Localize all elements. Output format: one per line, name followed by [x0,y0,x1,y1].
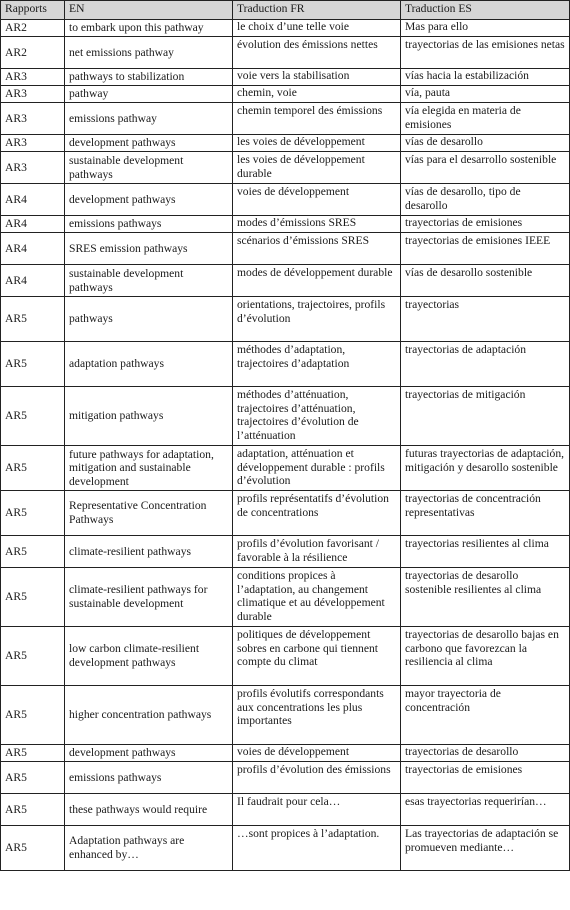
es-cell: vías para el desarrollo sostenible [401,152,570,184]
fr-cell: le choix d’une telle voie [233,20,401,37]
table-row [1,826,570,871]
fr-cell: modes de développement durable [233,265,401,297]
table-row [1,762,570,794]
header-row [1,1,570,20]
report-cell: AR3 [1,86,65,103]
es-cell: esas trayectorias requerirían… [401,794,570,826]
en-cell: low carbon climate-resilient development pathways [65,627,233,686]
report-cell: AR2 [1,20,65,37]
report-cell: AR4 [1,265,65,297]
report-cell: AR4 [1,184,65,216]
report-cell: AR2 [1,37,65,69]
table-row [1,233,570,265]
en-cell: adaptation pathways [65,342,233,387]
report-cell: AR3 [1,152,65,184]
en-cell: mitigation pathways [65,387,233,446]
table-row [1,20,570,37]
report-cell: AR5 [1,826,65,871]
header-reports: Rapports [1,1,65,20]
table-row [1,86,570,103]
en-cell: emissions pathways [65,216,233,233]
es-cell: trayectorias de desarollo sostenible resilientes al clima [401,568,570,627]
table-row [1,342,570,387]
en-cell: development pathways [65,184,233,216]
fr-cell: méthodes d’adaptation, trajectoires d’adaptation [233,342,401,387]
report-cell: AR4 [1,216,65,233]
table-row [1,568,570,627]
en-cell: emissions pathway [65,103,233,135]
table-row [1,387,570,446]
report-cell: AR3 [1,69,65,86]
table-row [1,135,570,152]
table-row [1,184,570,216]
report-cell: AR3 [1,103,65,135]
fr-cell: …sont propices à l’adaptation. [233,826,401,871]
en-cell: development pathways [65,745,233,762]
report-cell: AR5 [1,627,65,686]
es-cell: mayor trayectoria de concentración [401,686,570,745]
es-cell: Las trayectorias de adaptación se promueven mediante… [401,826,570,871]
table-row [1,297,570,342]
fr-cell: voies de développement [233,745,401,762]
table-row [1,265,570,297]
es-cell: trayectorias [401,297,570,342]
report-cell: AR5 [1,342,65,387]
es-cell: trayectorias de adaptación [401,342,570,387]
es-cell: vías de desarollo, tipo de desarollo [401,184,570,216]
fr-cell: profils d’évolution des émissions [233,762,401,794]
en-cell: development pathways [65,135,233,152]
report-cell: AR5 [1,686,65,745]
fr-cell: profils évolutifs correspondants aux concentrations les plus importantes [233,686,401,745]
fr-cell: adaptation, atténuation et développement durable : profils d’évolution [233,446,401,491]
fr-cell: chemin temporel des émissions [233,103,401,135]
header-fr: Traduction FR [233,1,401,20]
report-cell: AR5 [1,297,65,342]
report-cell: AR5 [1,745,65,762]
header-es: Traduction ES [401,1,570,20]
es-cell: trayectorias de emisiones IEEE [401,233,570,265]
report-cell: AR4 [1,233,65,265]
table-row [1,37,570,69]
report-cell: AR5 [1,446,65,491]
es-cell: futuras trayectorias de adaptación, mitigación y desarollo sostenible [401,446,570,491]
table-row [1,216,570,233]
report-cell: AR5 [1,568,65,627]
en-cell: Representative Concentration Pathways [65,491,233,536]
en-cell: climate-resilient pathways for sustainable development [65,568,233,627]
fr-cell: scénarios d’émissions SRES [233,233,401,265]
table-row [1,69,570,86]
en-cell: pathways to stabilization [65,69,233,86]
fr-cell: modes d’émissions SRES [233,216,401,233]
header-en: EN [65,1,233,20]
en-cell: SRES emission pathways [65,233,233,265]
en-cell: future pathways for adaptation, mitigation and sustainable development [65,446,233,491]
fr-cell: politiques de développement sobres en carbone qui tiennent compte du climat [233,627,401,686]
es-cell: trayectorias de emisiones [401,216,570,233]
es-cell: trayectorias de mitigación [401,387,570,446]
es-cell: trayectorias de concentración representativas [401,491,570,536]
en-cell: sustainable development pathways [65,152,233,184]
report-cell: AR5 [1,762,65,794]
es-cell: trayectorias de desarollo bajas en carbono que favorezcan la resiliencia al clima [401,627,570,686]
fr-cell: chemin, voie [233,86,401,103]
en-cell: to embark upon this pathway [65,20,233,37]
fr-cell: profils représentatifs d’évolution de concentrations [233,491,401,536]
es-cell: vías hacia la estabilización [401,69,570,86]
es-cell: trayectorias de desarollo [401,745,570,762]
en-cell: net emissions pathway [65,37,233,69]
report-cell: AR5 [1,387,65,446]
fr-cell: les voies de développement durable [233,152,401,184]
es-cell: vía, pauta [401,86,570,103]
fr-cell: méthodes d’atténuation, trajectoires d’atténuation, trajectoires d’évolution de l’atténuation [233,387,401,446]
fr-cell: voies de développement [233,184,401,216]
table-row [1,686,570,745]
en-cell: these pathways would require [65,794,233,826]
table-row [1,794,570,826]
es-cell: trayectorias resilientes al clima [401,536,570,568]
en-cell: higher concentration pathways [65,686,233,745]
report-cell: AR5 [1,536,65,568]
report-cell: AR5 [1,794,65,826]
report-cell: AR3 [1,135,65,152]
en-cell: pathways [65,297,233,342]
en-cell: climate-resilient pathways [65,536,233,568]
table-row [1,745,570,762]
fr-cell: profils d’évolution favorisant / favorable à la résilience [233,536,401,568]
table-row [1,446,570,491]
es-cell: vías de desarollo sostenible [401,265,570,297]
table-row [1,536,570,568]
fr-cell: les voies de développement [233,135,401,152]
en-cell: emissions pathways [65,762,233,794]
en-cell: pathway [65,86,233,103]
es-cell: vías de desarollo [401,135,570,152]
es-cell: vía elegida en materia de emisiones [401,103,570,135]
es-cell: trayectorias de emisiones [401,762,570,794]
es-cell: trayectorias de las emisiones netas [401,37,570,69]
table-row [1,103,570,135]
fr-cell: Il faudrait pour cela… [233,794,401,826]
fr-cell: orientations, trajectoires, profils d’évolution [233,297,401,342]
fr-cell: conditions propices à l’adaptation, au changement climatique et au développement durable [233,568,401,627]
table-row [1,152,570,184]
en-cell: sustainable development pathways [65,265,233,297]
table-row [1,491,570,536]
report-cell: AR5 [1,491,65,536]
en-cell: Adaptation pathways are enhanced by… [65,826,233,871]
fr-cell: voie vers la stabilisation [233,69,401,86]
es-cell: Mas para ello [401,20,570,37]
fr-cell: évolution des émissions nettes [233,37,401,69]
table-row [1,627,570,686]
